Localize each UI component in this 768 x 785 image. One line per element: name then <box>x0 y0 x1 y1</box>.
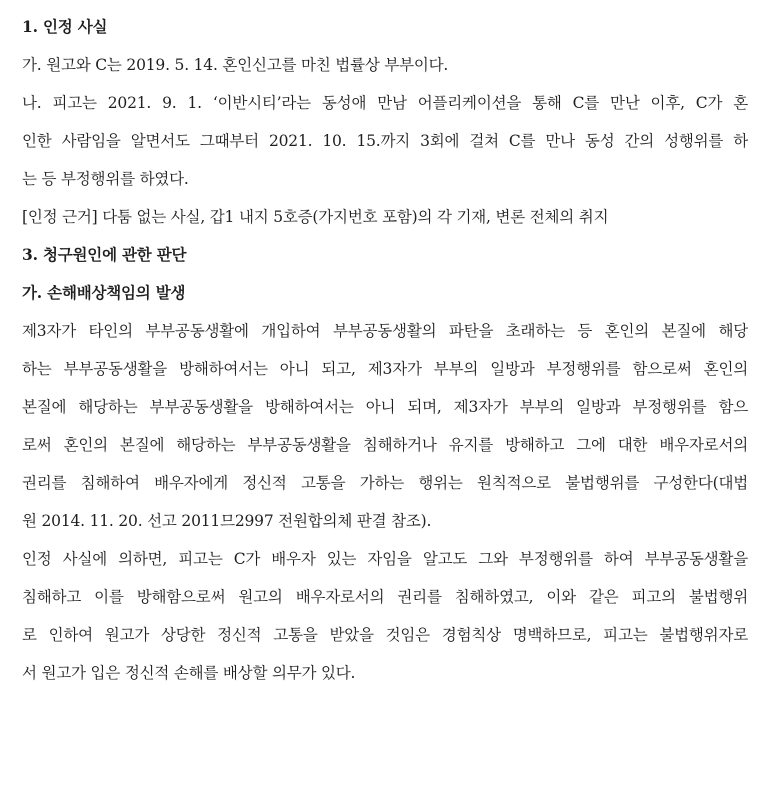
section-heading-facts: 1. 인정 사실 <box>22 17 108 36</box>
paragraph-legal-principle-line: 하는 부부공동생활을 방해하여서는 아니 되고, 제3자가 부부의 일방과 부정행위를 함으로써 혼인의 <box>22 360 748 378</box>
evidence-basis-line: [인정 근거] 다툼 없는 사실, 갑1 내지 5호증(가지번호 포함)의 각 기재, 변론 전체의 취지 <box>22 208 609 226</box>
paragraph-application-line: 서 원고가 입은 정신적 손해를 배상할 의무가 있다. <box>22 664 356 682</box>
paragraph-legal-principle-line: 로써 혼인의 본질에 해당하는 부부공동생활을 침해하거나 유지를 방해하고 그에 대한 배우자로서의 <box>22 436 748 454</box>
paragraph-legal-principle-line: 원 2014. 11. 20. 선고 2011므2997 전원합의체 판결 참조). <box>22 512 432 530</box>
paragraph-legal-principle-line: 제3자가 타인의 부부공동생활에 개입하여 부부공동생활의 파탄을 초래하는 등 혼인의 본질에 해당 <box>22 322 748 340</box>
paragraph-na-line: 는 등 부정행위를 하였다. <box>22 170 189 188</box>
paragraph-application-line: 침해하고 이를 방해함으로써 원고의 배우자로서의 권리를 침해하였고, 이와 같은 피고의 불법행위 <box>22 588 748 606</box>
paragraph-application-line: 로 인하여 원고가 상당한 정신적 고통을 받았을 것임은 경험칙상 명백하므로, 피고는 불법행위자로 <box>22 626 748 644</box>
paragraph-application-line: 인정 사실에 의하면, 피고는 C가 배우자 있는 자임을 알고도 그와 부정행위를 하여 부부공동생활을 <box>22 550 748 568</box>
section-heading-claim: 3. 청구원인에 관한 판단 <box>22 245 187 264</box>
subheading-liability: 가. 손해배상책임의 발생 <box>22 283 186 302</box>
paragraph-legal-principle-line: 권리를 침해하여 배우자에게 정신적 고통을 가하는 행위는 원칙적으로 불법행위를 구성한다(대법 <box>22 474 748 492</box>
paragraph-na-line: 나. 피고는 2021. 9. 1. ‘이반시티’라는 동성애 만남 어플리케이션을 통해 C를 만난 이후, C가 혼 <box>22 94 748 112</box>
paragraph-na-line: 인한 사람임을 알면서도 그때부터 2021. 10. 15.까지 3회에 걸쳐 C를 만나 동성 간의 성행위를 하 <box>22 132 748 150</box>
paragraph-legal-principle-line: 본질에 해당하는 부부공동생활을 방해하여서는 아니 되며, 제3자가 부부의 일방과 부정행위를 함으 <box>22 398 748 416</box>
paragraph-ga-line: 가. 원고와 C는 2019. 5. 14. 혼인신고를 마친 법률상 부부이다. <box>22 56 449 74</box>
